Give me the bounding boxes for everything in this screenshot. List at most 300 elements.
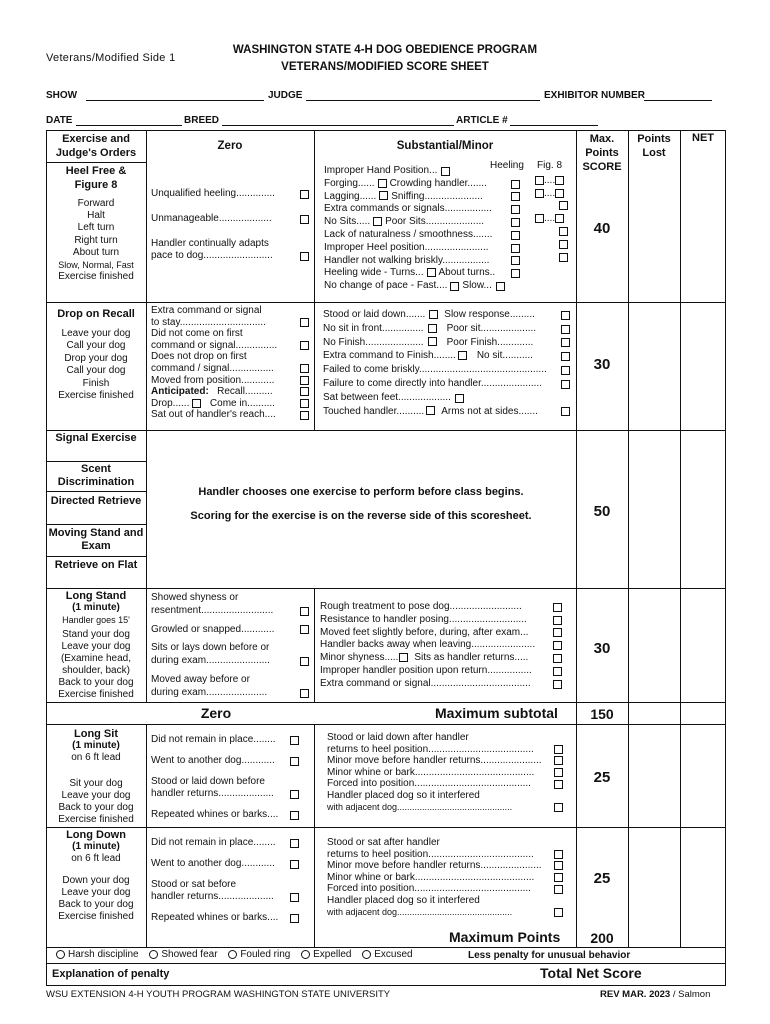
down-order: Back to your dog [58, 899, 134, 910]
grid-line [46, 947, 726, 948]
checkbox[interactable] [290, 893, 299, 902]
disqual-harsh-label: Harsh discipline [68, 949, 139, 960]
recall-title: Drop on Recall [57, 308, 135, 320]
checkbox[interactable] [559, 253, 568, 262]
footer-revision [600, 989, 710, 1000]
down-sub-item: returns to heel position...................................... [327, 848, 534, 860]
recall-sub-item: Extra command to Finish........ [323, 350, 456, 362]
checkbox[interactable] [559, 240, 568, 249]
checkbox[interactable] [290, 790, 299, 799]
checkbox[interactable] [555, 214, 564, 223]
checkbox[interactable] [554, 850, 563, 859]
checkbox[interactable] [428, 324, 437, 333]
sit-order: Leave your dog [61, 790, 131, 801]
checkbox[interactable] [559, 227, 568, 236]
grid-line [46, 461, 146, 462]
down-sub-item: Stood or sat after handler [327, 837, 440, 848]
show-label: SHOW [46, 90, 78, 101]
heel-sub-item: Poor Sits..................... [385, 216, 485, 228]
stand-note: Handler goes 15' [62, 615, 130, 625]
sit-sub-item: Minor move before handler returns...................... [327, 755, 542, 767]
down-zero-cell [151, 837, 299, 925]
checkbox[interactable] [300, 399, 309, 408]
recall-zero-item: to stay............................... [151, 316, 266, 328]
checkbox[interactable] [535, 189, 544, 198]
subtotal-label: Maximum subtotal [435, 705, 558, 721]
checkbox[interactable] [458, 351, 467, 360]
grid-line [314, 588, 315, 702]
checkbox[interactable] [379, 191, 388, 200]
checkbox[interactable] [535, 214, 544, 223]
stand-zero-item: Growled or snapped............ [151, 623, 275, 635]
col-exercise-header: Exercise and Judge's Orders [55, 133, 137, 159]
grid-line [146, 724, 147, 947]
radio-circle[interactable] [149, 950, 158, 959]
breed-field[interactable] [222, 125, 454, 126]
options-note-1: Handler chooses one exercise to perform before class begins. [198, 486, 524, 498]
recall-order: Leave your dog [61, 328, 131, 339]
stand-sub-item: Improper handler position upon return................ [320, 664, 532, 676]
checkbox[interactable] [561, 352, 570, 361]
grid-line [46, 985, 726, 986]
down-zero-item: Went to another dog............ [151, 857, 275, 869]
recall-zero-item: Sat out of handler's reach.... [151, 409, 276, 421]
stand-sub-item: Rough treatment to pose dog.......................... [320, 601, 522, 612]
checkbox[interactable] [553, 654, 562, 663]
option-flat: Retrieve on Flat [54, 559, 138, 571]
checkbox[interactable] [450, 282, 459, 291]
heel-zero-item: Handler continually adapts [151, 237, 269, 249]
down-zero-item: Did not remain in place........ [151, 837, 276, 848]
checkbox[interactable] [378, 179, 387, 188]
radio-circle[interactable] [301, 950, 310, 959]
down-order: Down your dog [62, 875, 130, 886]
grid-line [46, 827, 726, 828]
sit-zero-item: Stood or laid down before [151, 775, 265, 787]
checkbox[interactable] [455, 394, 464, 403]
heel-max-points: 40 [593, 220, 611, 237]
stand-time: (1 minute) [72, 602, 120, 613]
checkbox[interactable] [300, 318, 309, 327]
heel-sub-item: No change of pace - Fast.... [324, 280, 448, 292]
checkbox[interactable] [511, 218, 520, 227]
checkbox[interactable] [428, 337, 437, 346]
sheet-title: VETERANS/MODIFIED SCORE SHEET [281, 61, 489, 73]
checkbox[interactable] [300, 364, 309, 373]
checkbox[interactable] [561, 325, 570, 334]
checkbox[interactable] [511, 231, 520, 240]
sit-zero-item: Went to another dog............ [151, 754, 275, 766]
checkbox[interactable] [290, 757, 299, 766]
checkbox[interactable] [553, 641, 562, 650]
recall-zero-item: Come in.......... [209, 397, 275, 409]
subtotal-zero-label: Zero [200, 705, 232, 721]
recall-zero-item: Recall.......... [217, 386, 273, 398]
recall-order: Call your dog [66, 365, 126, 377]
recall-sub-item: No sit in front............... [323, 322, 424, 334]
recall-sub-item: Poor sit.................... [446, 322, 537, 334]
option-stand: Moving Stand and Exam [48, 527, 144, 552]
grid-line [628, 130, 629, 947]
grid-line [46, 963, 726, 964]
heel-sub-item: Handler not walking briskly................. [324, 254, 490, 266]
grid-line [314, 724, 315, 947]
checkbox[interactable] [300, 376, 309, 385]
options-max-points: 50 [593, 503, 611, 520]
down-note: on 6 ft lead [71, 853, 121, 864]
checkbox[interactable] [300, 252, 309, 261]
fig8-label: Fig. 8 [537, 160, 563, 171]
grid-line [46, 302, 726, 303]
heel-zero-item: pace to dog......................... [151, 250, 273, 262]
grid-line [46, 702, 726, 703]
total-net-score-label: Total Net Score [540, 965, 642, 981]
max-points-value: 200 [590, 930, 614, 946]
down-sub-item: Handler placed dog so it interfered [327, 894, 480, 906]
checkbox[interactable] [554, 861, 563, 870]
grid-line [576, 130, 577, 947]
checkbox[interactable] [441, 167, 450, 176]
stand-zero-item: Showed shyness or [151, 592, 239, 603]
grid-line [680, 130, 681, 947]
recall-zero-item: Extra command or signal [151, 305, 262, 316]
col-lost-header: Points Lost [637, 133, 671, 159]
stand-order: shoulder, back) [62, 665, 130, 676]
recall-sub-item: No Finish..................... [323, 336, 424, 348]
checkbox[interactable] [511, 256, 520, 265]
heel-zero-item: Unqualified heeling.............. [151, 188, 275, 199]
checkbox[interactable] [300, 387, 309, 396]
checkbox[interactable] [427, 268, 436, 277]
recall-sub-item: Poor Finish............. [446, 336, 534, 348]
heel-sub-item: Crowding handler....... [389, 177, 487, 189]
stand-sub-cell [320, 601, 562, 691]
grid-line [46, 130, 47, 985]
recall-order: Drop your dog [64, 352, 128, 364]
stand-order: Stand your dog [62, 629, 130, 640]
heeling-label: Heeling [490, 160, 524, 171]
sit-order: Back to your dog [58, 802, 134, 813]
footer-rev-date: REV MAR. 2023 [600, 989, 671, 1000]
down-time: (1 minute) [72, 841, 120, 852]
heel-order: Slow, Normal, Fast [58, 260, 134, 271]
exhibitor-field[interactable] [644, 100, 712, 101]
checkbox[interactable] [535, 176, 544, 185]
radio-fouled[interactable] [228, 949, 290, 960]
radio-circle[interactable] [228, 950, 237, 959]
checkbox[interactable] [554, 745, 563, 754]
radio-expelled[interactable] [301, 949, 351, 960]
grid-line [725, 130, 726, 985]
checkbox[interactable] [511, 269, 520, 278]
radio-circle[interactable] [362, 950, 371, 959]
article-label: ARTICLE # [456, 115, 508, 126]
recall-zero-cell [151, 305, 309, 421]
program-title: WASHINGTON STATE 4-H DOG OBEDIENCE PROGRAM [232, 44, 538, 56]
down-sub-item: Minor move before handler returns...................... [327, 860, 542, 872]
sit-max-points: 25 [593, 769, 611, 786]
recall-sub-item: Slow response......... [444, 309, 535, 320]
stand-exercise-cell [48, 590, 144, 701]
down-exercise-cell [48, 829, 144, 923]
checkbox[interactable] [554, 885, 563, 894]
less-penalty-note: Less penalty for unusual behavior [468, 950, 631, 961]
heel-sub-item: Lack of naturalness / smoothness....... [324, 228, 493, 240]
recall-sub-item: Arms not at sides....... [441, 405, 538, 417]
explanation-label: Explanation of penalty [52, 968, 170, 980]
checkbox[interactable] [511, 180, 520, 189]
radio-fear[interactable] [149, 949, 217, 960]
stand-zero-item: during exam....................... [151, 655, 270, 667]
sit-sub-item: Handler placed dog so it interfered [327, 789, 480, 801]
checkbox[interactable] [511, 205, 520, 214]
disqual-row [56, 949, 413, 960]
checkbox[interactable] [300, 190, 309, 199]
checkbox[interactable] [561, 338, 570, 347]
checkbox[interactable] [300, 411, 309, 420]
stand-zero-item: during exam...................... [151, 686, 268, 698]
grid-line [46, 588, 726, 589]
heel-exercise-cell [48, 164, 144, 283]
recall-sub-cell [323, 309, 570, 418]
recall-zero-item: command or signal............... [151, 339, 278, 351]
stand-max-points: 30 [593, 640, 611, 657]
checkbox[interactable] [559, 201, 568, 210]
sit-zero-item: Did not remain in place........ [151, 734, 276, 745]
recall-sub-item: Stood or laid down....... [323, 309, 426, 320]
radio-harsh[interactable] [56, 949, 139, 960]
down-max-points: 25 [593, 870, 611, 887]
disqual-expelled-label: Expelled [313, 949, 352, 960]
checkbox[interactable] [300, 625, 309, 634]
subtotal-value: 150 [590, 706, 614, 722]
judge-label: JUDGE [268, 90, 303, 101]
stand-order: Exercise finished [58, 689, 134, 700]
recall-order: Exercise finished [58, 390, 134, 402]
heel-order: Right turn [74, 234, 118, 246]
recall-sub-item: Failed to come briskly.............................................. [323, 364, 547, 376]
down-sub-cell [327, 837, 563, 918]
recall-zero-item: command / signal................ [151, 362, 274, 374]
checkbox[interactable] [399, 653, 408, 662]
grid-line [46, 524, 146, 525]
stand-title: Long Stand [65, 590, 127, 602]
recall-zero-item: Does not drop on first [151, 351, 247, 363]
checkbox[interactable] [561, 366, 570, 375]
stand-zero-item: Moved away before or [151, 673, 250, 685]
checkbox[interactable] [511, 192, 520, 201]
heel-zero-cell [151, 188, 309, 263]
sit-zero-item: handler returns.................... [151, 788, 274, 800]
disqual-excused-label: Excused [374, 949, 413, 960]
grid-line [146, 130, 147, 702]
checkbox[interactable] [429, 310, 438, 319]
stand-order: Leave your dog [61, 641, 131, 652]
breed-label: BREED [184, 115, 220, 126]
stand-order: Back to your dog [58, 677, 134, 688]
stand-zero-item: Sits or lays down before or [151, 642, 270, 654]
grid-line [314, 302, 315, 430]
checkbox[interactable] [553, 680, 562, 689]
stand-sub-item: Extra command or signal.................................... [320, 677, 531, 689]
max-points-label: Maximum Points [449, 929, 561, 945]
checkbox[interactable] [426, 406, 435, 415]
down-title: Long Down [66, 829, 126, 841]
stand-sub-item: Minor shyness..... [320, 652, 399, 664]
checkbox[interactable] [290, 811, 299, 820]
side-label: Veterans/Modified Side 1 [46, 52, 176, 64]
sit-zero-cell [151, 734, 299, 822]
recall-max-points: 30 [593, 356, 611, 373]
checkbox[interactable] [555, 189, 564, 198]
checkbox[interactable] [373, 217, 382, 226]
checkbox[interactable] [290, 860, 299, 869]
heel-sub-item: Slow... [462, 280, 492, 292]
checkbox[interactable] [561, 380, 570, 389]
checkbox[interactable] [192, 399, 201, 408]
recall-sub-item: Sat between feet................... [323, 391, 451, 403]
down-zero-item: handler returns.................... [151, 891, 274, 903]
heel-order: Left turn [77, 222, 115, 234]
checkbox[interactable] [553, 667, 562, 676]
checkbox[interactable] [300, 657, 309, 666]
sit-sub-item: Minor whine or bark........................................... [327, 766, 535, 778]
grid-line [46, 724, 726, 725]
checkbox[interactable] [300, 341, 309, 350]
recall-order: Call your dog [66, 340, 126, 352]
sit-sub-item: Forced into position.......................................... [327, 778, 531, 790]
radio-excused[interactable] [362, 949, 412, 960]
down-zero-item: Repeated whines or barks.... [151, 912, 279, 924]
stand-sub-item: Handler backs away when leaving....................... [320, 639, 536, 651]
sit-title: Long Sit [74, 728, 118, 740]
recall-sub-item: No sit........... [476, 350, 533, 362]
grid-line [46, 556, 146, 557]
heel-sub-item: Improper Hand Position... [324, 165, 438, 176]
col-substantial-header: Substantial/Minor [396, 140, 494, 152]
options-note-2: Scoring for the exercise is on the reverse side of this scoresheet. [190, 510, 532, 522]
footer-rev-author: / Salmon [672, 989, 711, 1000]
recall-sub-item: Failure to come directly into handler...................... [323, 377, 542, 389]
grid-line [314, 130, 315, 302]
checkbox[interactable] [300, 607, 309, 616]
checkbox[interactable] [554, 780, 563, 789]
fig8-checkboxes: .... .... .... [535, 175, 571, 265]
checkbox[interactable] [554, 756, 563, 765]
checkbox[interactable] [290, 839, 299, 848]
checkbox[interactable] [561, 311, 570, 320]
recall-order: Finish [82, 377, 110, 389]
heel-sub-cell [324, 165, 520, 293]
recall-zero-item: Drop...... [151, 397, 190, 409]
exhibitor-label: EXHIBITOR NUMBER [544, 90, 645, 101]
heel-title: Heel Free & Figure 8 [65, 165, 127, 191]
date-label: DATE [46, 115, 73, 126]
option-signal: Signal Exercise [55, 432, 137, 444]
recall-zero-item: Moved from position............ [151, 374, 275, 386]
sit-zero-item: Repeated whines or barks.... [151, 809, 279, 821]
checkbox[interactable] [300, 689, 309, 698]
heel-sub-item: No Sits..... [324, 216, 371, 228]
checkbox[interactable] [290, 736, 299, 745]
sit-sub-item: returns to heel position...................................... [327, 743, 534, 755]
checkbox[interactable] [553, 616, 562, 625]
recall-zero-item: Did not come on first [151, 328, 243, 340]
checkbox[interactable] [554, 768, 563, 777]
sit-order: Sit your dog [69, 778, 123, 789]
stand-sub-item: Sits as handler returns..... [414, 652, 529, 664]
sit-sub-item: with adjacent dog.............................................. [327, 801, 513, 812]
down-zero-item: Stood or sat before [151, 878, 237, 890]
grid-line [46, 162, 146, 163]
heel-sub-item: Lagging...... [324, 190, 377, 202]
judge-field[interactable] [306, 100, 540, 101]
stand-order: (Examine head, [60, 653, 132, 664]
heel-sub-item: Improper Heel position....................... [324, 241, 489, 253]
checkbox[interactable] [511, 244, 520, 253]
heel-sub-item: Heeling wide - Turns... [324, 267, 424, 279]
stand-zero-cell [151, 592, 309, 700]
grid-line [46, 130, 726, 131]
date-field[interactable] [76, 125, 182, 126]
heel-order: Exercise finished [58, 271, 134, 283]
heel-order: Halt [87, 210, 105, 222]
stand-sub-item: Moved feet slightly before, during, after exam... [320, 626, 529, 638]
sit-note: on 6 ft lead [71, 752, 121, 763]
stand-zero-item: resentment.......................... [151, 604, 274, 616]
footer-org: WSU EXTENSION 4-H YOUTH PROGRAM WASHINGTON STATE UNIVERSITY [46, 989, 391, 1000]
heel-zero-item: Unmanageable................... [151, 212, 272, 224]
checkbox[interactable] [554, 908, 563, 917]
heel-sub-item: About turns.. [438, 267, 496, 279]
checkbox[interactable] [553, 628, 562, 637]
col-max-header: Max. Points SCORE [582, 133, 622, 173]
checkbox[interactable] [555, 176, 564, 185]
disqual-fear-label: Showed fear [161, 949, 218, 960]
article-field[interactable] [510, 125, 598, 126]
down-sub-item: with adjacent dog.............................................. [327, 906, 513, 917]
checkbox[interactable] [554, 803, 563, 812]
checkbox[interactable] [554, 873, 563, 882]
stand-sub-item: Resistance to handler posing............................ [320, 613, 527, 625]
sit-sub-item: Stood or laid down after handler [327, 732, 469, 743]
sit-sub-cell [327, 732, 563, 813]
recall-exercise-cell [48, 308, 144, 402]
recall-sub-item: Touched handler.......... [323, 405, 425, 417]
checkbox[interactable] [300, 215, 309, 224]
checkbox[interactable] [290, 914, 299, 923]
heel-order: Forward [77, 198, 115, 209]
option-scent: Scent Discrimination [57, 463, 135, 488]
heel-sub-item: Sniffing..................... [391, 190, 483, 202]
heel-sub-item: Forging...... [324, 177, 375, 189]
sit-time: (1 minute) [72, 740, 120, 751]
checkbox[interactable] [553, 603, 562, 612]
radio-circle[interactable] [56, 950, 65, 959]
checkbox[interactable] [496, 282, 505, 291]
down-sub-item: Forced into position.......................................... [327, 883, 531, 895]
col-net-header: NET [692, 132, 714, 144]
col-zero-header: Zero [217, 140, 243, 152]
option-retrieve: Directed Retrieve [50, 495, 142, 507]
down-order: Exercise finished [58, 911, 134, 922]
show-field[interactable] [86, 100, 264, 101]
recall-zero-item: Anticipated: [151, 386, 209, 398]
checkbox[interactable] [561, 407, 570, 416]
down-order: Leave your dog [61, 887, 131, 898]
down-sub-item: Minor whine or bark........................................... [327, 871, 535, 883]
sit-order: Exercise finished [58, 814, 134, 825]
